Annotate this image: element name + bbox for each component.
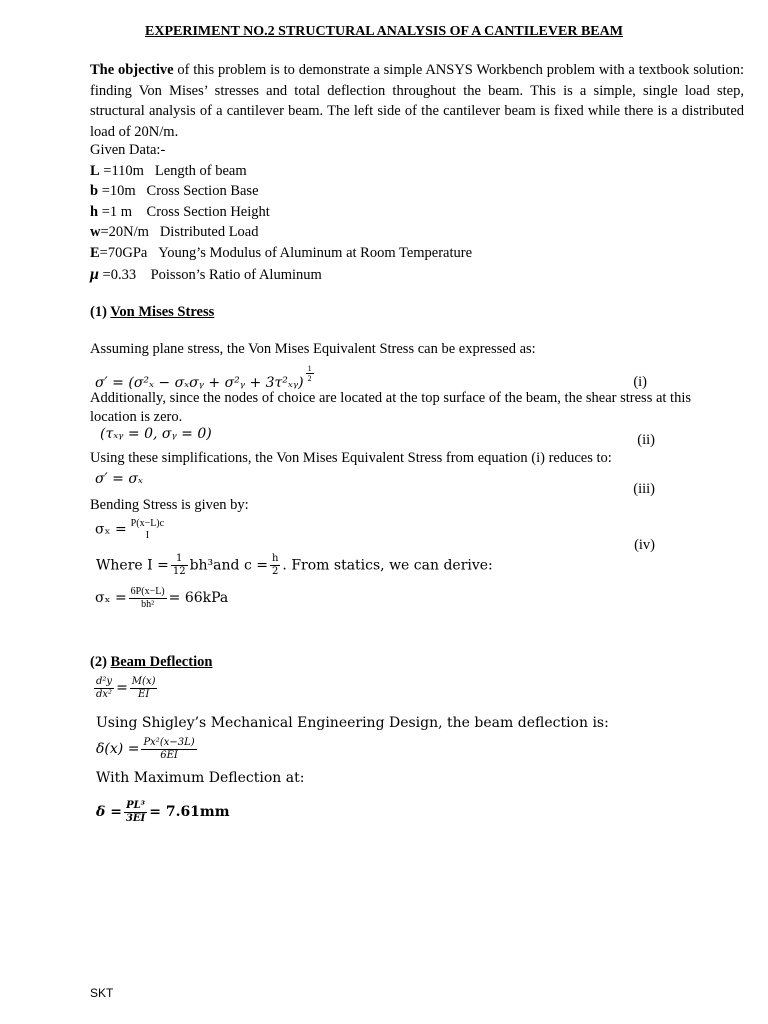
given-item (90, 183, 259, 200)
given-description: Young’s Modulus of Aluminum at Room Temperature (158, 245, 473, 261)
bending-stress-label: Bending Stress is given by: (90, 497, 249, 513)
given-item (90, 204, 270, 221)
where-fraction-1 (171, 553, 188, 578)
fraction-denominator: bh² (141, 599, 155, 610)
exponent-denominator: 2 (307, 374, 312, 383)
fraction-numerator: 1 (171, 553, 188, 566)
given-value: =10m (98, 183, 136, 199)
fraction-numerator: 6P(x−L) (130, 586, 165, 597)
additionally-text-2: location is zero. (90, 409, 183, 425)
given-item (90, 224, 259, 241)
equation-v-fraction (129, 586, 167, 611)
given-value: =1 m (98, 204, 133, 220)
given-item (90, 245, 472, 262)
fraction-denominator: EI (138, 689, 150, 700)
given-data-label: Given Data:- (90, 142, 166, 158)
given-description: Cross Section Base (146, 183, 259, 199)
section-title: Von Mises Stress (110, 304, 215, 320)
max-deflection-label: With Maximum Deflection at: (96, 770, 305, 786)
where-part-3: . From statics, we can derive: (282, 557, 493, 574)
equation-iii-text: σ′ = σₓ (95, 471, 143, 487)
equation-max-deflection (96, 800, 230, 825)
equation-i-text: σ′ = (σ²ₓ − σₓσᵧ + σ²ᵧ + 3τ²ₓᵧ) (95, 374, 304, 391)
given-item (90, 266, 322, 284)
section-title: Beam Deflection (110, 654, 213, 670)
given-value: =110m (99, 163, 144, 179)
fraction-numerator: d²y (96, 676, 113, 687)
max-deflection-result: = 7.61mm (149, 803, 230, 820)
given-description: Distributed Load (159, 224, 259, 240)
given-symbol: E (90, 245, 100, 261)
equation-number-iv: (iv) (634, 537, 655, 553)
simplification-text: Using these simplifications, the Von Mises Equivalent Stress from equation (i) reduces to: (90, 450, 612, 466)
fraction-numerator: M(x) (131, 676, 156, 687)
ode-rhs-fraction (130, 676, 158, 701)
exponent-numerator: 1 (307, 364, 312, 373)
given-value: =0.33 (98, 267, 137, 283)
equation-number-iii: (iii) (633, 481, 655, 497)
section-heading-deflection (90, 654, 212, 671)
fraction-numerator: P(x−L)c (130, 518, 165, 529)
max-deflection-lhs: δ = (96, 803, 122, 820)
objective-lead: The objective (90, 62, 174, 78)
fraction-numerator: Px²(x−3L) (143, 737, 195, 748)
given-value: =70GPa (99, 245, 148, 261)
fraction-denominator: 6EI (160, 750, 178, 761)
equation-v-result: = 66kPa (168, 589, 229, 606)
given-symbol: h (90, 204, 99, 220)
deflection-fraction (141, 737, 196, 762)
where-statement (96, 553, 493, 578)
section-number: (2) (90, 654, 107, 670)
equation-number-ii: (ii) (637, 432, 655, 448)
given-description: Cross Section Height (146, 204, 270, 220)
fraction-denominator: I (145, 530, 150, 541)
fraction-denominator: dx² (96, 689, 113, 700)
additionally-line-1: Additionally, since the nodes of choice are located at the top surface of the beam, the shear stress at this (90, 390, 691, 406)
given-description: Poisson’s Ratio of Aluminum (150, 267, 322, 283)
equation-number-i: (i) (633, 374, 647, 390)
fraction-denominator: 12 (172, 566, 186, 577)
section-heading-von-mises (90, 304, 214, 321)
equation-iv-lhs: σₓ = (95, 521, 127, 538)
equation-v (95, 586, 228, 611)
where-fraction-2 (270, 553, 280, 578)
given-item (90, 163, 247, 180)
additionally-text (90, 390, 744, 407)
page-footer: SKT (90, 986, 114, 1000)
fraction-denominator: 2 (272, 566, 279, 577)
given-value: =20N/m (100, 224, 149, 240)
deflection-lhs: δ(x) = (96, 740, 140, 757)
objective-text: of this problem is to demonstrate a simple ANSYS Workbench problem with a textbook solution: finding Von Mises’ stresses and total deflection throughout the beam. This is a simple, single load step, structural analysis of a cantilever beam. The left side of the cantilever beam is fixed while there is a distributed load of 20N/m. (90, 62, 744, 140)
fraction-numerator: h (271, 553, 279, 564)
ode-lhs-fraction (94, 676, 114, 701)
shigley-text: Using Shigley’s Mechanical Engineering Design, the beam deflection is: (96, 715, 609, 731)
fraction-numerator: PL³ (124, 800, 147, 813)
page-title: EXPERIMENT NO.2 STRUCTURAL ANALYSIS OF A CANTILEVER BEAM (145, 24, 623, 39)
given-symbol: b (90, 183, 99, 199)
fraction-denominator: 3EI (125, 813, 146, 824)
ode-equals: = (116, 679, 128, 696)
equation-v-lhs: σₓ = (95, 589, 127, 606)
given-symbol: w (90, 224, 101, 240)
max-deflection-fraction (124, 800, 147, 825)
where-part-1: Where I = (96, 557, 169, 574)
where-part-2: bh³and c = (189, 557, 268, 574)
equation-deflection (96, 737, 199, 762)
objective-paragraph (90, 60, 744, 142)
given-description: Length of beam (154, 163, 247, 179)
von-mises-intro: Assuming plane stress, the Von Mises Equivalent Stress can be expressed as: (90, 341, 536, 357)
equation-ii-text: (τₓᵧ = 0, σᵧ = 0) (100, 426, 212, 442)
given-symbol: μ (90, 266, 99, 283)
equation-deflection-ode (92, 676, 159, 701)
given-symbol: L (90, 163, 100, 179)
section-number: (1) (90, 304, 107, 320)
